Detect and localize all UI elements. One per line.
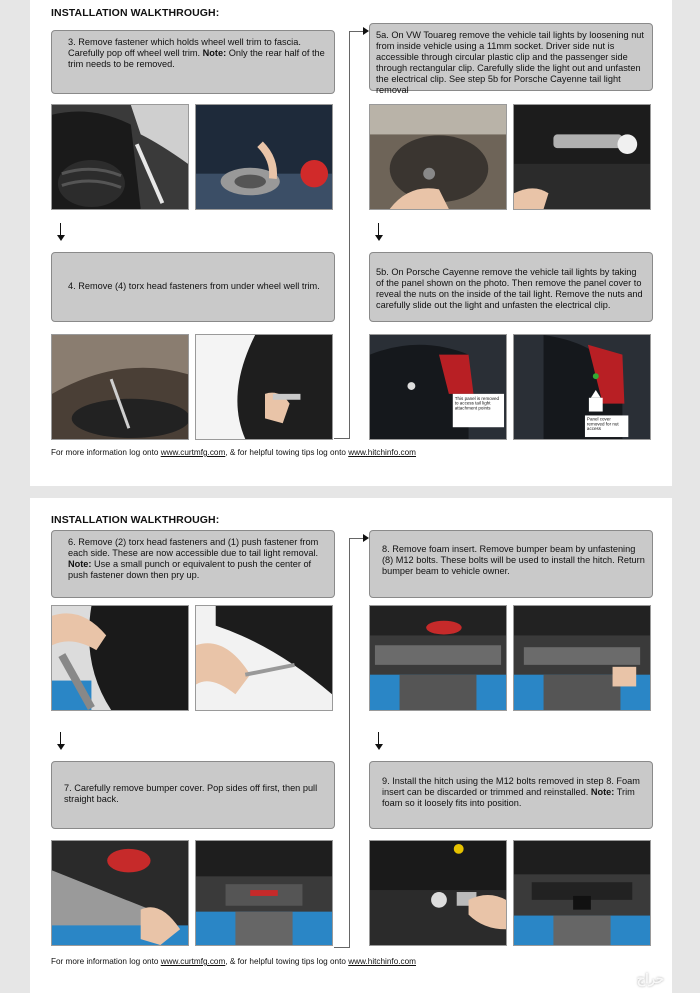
photo-bumper-cover-sides	[51, 840, 189, 946]
arrow-down-icon	[375, 223, 383, 241]
photo-torx-fasteners	[51, 334, 189, 440]
step-number: 7.	[64, 783, 72, 793]
note-text: Trim foam so it loosely fits into position.	[382, 787, 635, 808]
arrow-down-icon	[375, 732, 383, 750]
step-text: Carefully remove bumper cover. Pop sides off first, then pull straight back.	[64, 783, 318, 804]
step-number: 8.	[382, 544, 390, 554]
note-text: Use a small punch or equivalent to push the center of push fastener down then pry up.	[68, 559, 312, 580]
page-footer	[51, 957, 416, 966]
step-number: 3.	[68, 37, 76, 47]
step-6-box	[51, 530, 335, 598]
photo-tail-light-nut	[369, 104, 507, 210]
link-hitchinfo[interactable]: www.hitchinfo.com	[348, 448, 417, 457]
flow-connector	[349, 538, 365, 948]
step-number: 9.	[382, 776, 390, 786]
note-label: Note:	[202, 48, 227, 58]
photo-bumper-beam	[513, 605, 651, 711]
photo-foam-insert	[369, 605, 507, 711]
step-text: On VW Touareg remove the vehicle tail lights by loosening nut from inside vehicle using a 11mm socket. Driver side nut is accessible through circular plastic clip and the passenger side through rectangular clip. Carefully slide the light out and unfasten the electrical clip. See step 5b for Porsche Cayenne tail light removal	[376, 30, 644, 95]
flow-connector	[349, 31, 365, 439]
step-4-box	[51, 252, 335, 322]
step-text: On Porsche Cayenne remove the vehicle tail lights by taking of the panel shown on the photo. Then remove the panel cover to reveal the nuts on the inside of the tail light. Remove the nuts and carefully slide out the light and unfasten the electrical clip.	[376, 267, 643, 310]
page-footer	[51, 448, 416, 457]
arrow-down-icon	[57, 732, 65, 750]
photo-under-trim	[195, 334, 333, 440]
step-8-box	[369, 530, 653, 598]
page-heading: INSTALLATION WALKTHROUGH:	[51, 514, 220, 526]
link-hitchinfo[interactable]: www.hitchinfo.com	[348, 957, 417, 966]
step-5a-box	[369, 23, 653, 95]
instruction-page-1	[30, 0, 672, 486]
step-3-box	[51, 30, 335, 94]
link-curtmfg[interactable]: www.curtmfg.com	[160, 957, 226, 966]
photo-wheel-well-trim	[51, 104, 189, 210]
page-heading: INSTALLATION WALKTHROUGH:	[51, 7, 220, 19]
note-text: Only the rear half of the trim needs to be removed.	[68, 48, 325, 69]
photo-push-fastener	[51, 605, 189, 711]
photo-pry-fastener	[195, 605, 333, 711]
note-label: Note:	[68, 559, 92, 569]
photo-hitch-installed	[513, 840, 651, 946]
photo-panel-cover-removed	[513, 334, 651, 440]
flow-connector	[334, 438, 350, 439]
footer-text: , & for helpful towing tips log onto	[225, 957, 346, 966]
photo-socket-wrench	[513, 104, 651, 210]
step-text: Remove foam insert. Remove bumper beam by unfastening (8) M12 bolts. These bolts will be used to install the hitch. Return bumper beam to vehicle owner.	[382, 544, 645, 576]
step-text: Remove fastener which holds wheel well trim to fascia. Carefully pop off wheel well trim.	[68, 37, 301, 58]
watermark-logo: حراج	[636, 971, 664, 986]
step-number: 6.	[68, 537, 76, 547]
photo-caption: This panel is removed to access tail light attachment points	[454, 395, 500, 411]
photo-cayenne-panel	[369, 334, 507, 440]
step-9-box	[369, 761, 653, 829]
note-label: Note:	[590, 787, 615, 797]
step-text: Remove (2) torx head fasteners and (1) push fastener from each side. These are now accessible due to tail light removal.	[68, 537, 319, 558]
photo-hitch-bolt	[369, 840, 507, 946]
arrow-down-icon	[57, 223, 65, 241]
step-7-box	[51, 761, 335, 829]
step-5b-box	[369, 252, 653, 322]
footer-text: For more information log onto	[51, 957, 159, 966]
step-text: Remove (4) torx head fasteners from under wheel well trim.	[78, 281, 320, 291]
arrow-right-icon	[363, 534, 369, 542]
step-text: Install the hitch using the M12 bolts removed in step 8. Foam insert can be discarded or trimmed and reinstalled.	[382, 776, 640, 797]
link-curtmfg[interactable]: www.curtmfg.com	[160, 448, 226, 457]
step-number: 5b.	[376, 267, 389, 277]
arrow-right-icon	[363, 27, 369, 35]
photo-bumper-pull	[195, 840, 333, 946]
step-number: 5a.	[376, 30, 389, 40]
footer-text: , & for helpful towing tips log onto	[225, 448, 346, 457]
instruction-page-2	[30, 498, 672, 993]
step-number: 4.	[68, 281, 76, 291]
flow-connector	[334, 947, 350, 948]
footer-text: For more information log onto	[51, 448, 159, 457]
photo-caption: Panel cover removed for nut access	[586, 416, 619, 432]
photo-trim-removal	[195, 104, 333, 210]
